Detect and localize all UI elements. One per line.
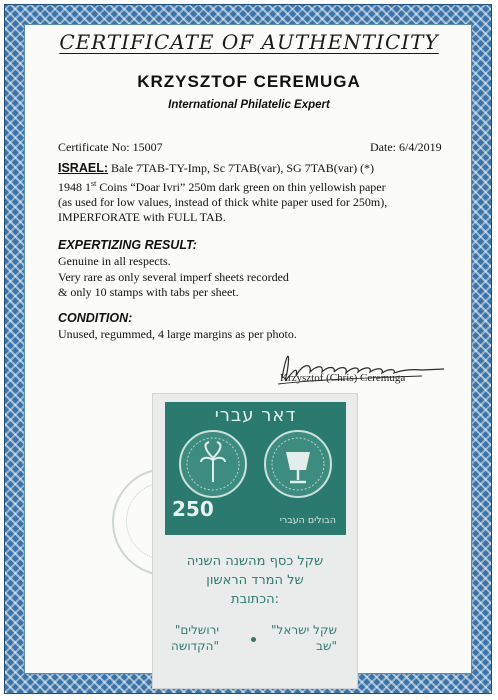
handwritten-signature [272,336,462,396]
stamp-value: 250 [172,497,214,521]
description-line-3: (as used for low values, instead of thick white paper used for 250m), [58,195,388,209]
condition-heading: CONDITION: [58,311,133,325]
condition-text: Unused, regummed, 4 large margins as per photo. [58,327,297,341]
certificate-number: Certificate No: 15007 [58,140,163,154]
stamp-design [165,402,346,535]
expertizing-result [58,254,448,301]
expert-name: KRZYSZTOF CEREMUGA [137,72,361,91]
signer-name: Krzysztof (Chris) Ceremuga [280,372,406,384]
stamp-image [153,394,357,688]
country-label: ISRAEL: [58,161,108,175]
stamp-description [58,161,448,225]
tab-dot [251,637,256,642]
result-line-1: Genuine in all respects. [58,254,171,268]
certificate-title: CERTIFICATE OF AUTHENTICITY [59,30,439,54]
result-line-3: & only 10 stamps with tabs per sheet. [58,285,239,299]
tab-line-3: הכתובת: [231,592,279,607]
coin-illustrations [165,424,346,504]
certificate-date: Date: 6/4/2019 [370,140,442,154]
expertizing-heading: EXPERTIZING RESULT: [58,238,197,252]
tab-inscription-right: "שקל ישראל שב" [271,623,337,653]
expert-title: International Philatelic Expert [168,99,330,111]
stamp-top-text: דאר עברי [214,405,297,426]
result-line-2: Very rare as only several imperf sheets recorded [58,269,289,284]
tab-line-2: של המרד הראשון [206,573,304,588]
stamp-bottom-text: הבולים העברי [279,515,336,526]
description-line-2: 1948 1st Coins “Doar Ivri” 250m dark green on thin yellowish paper [58,179,386,194]
tab-line-1: שקל כסף מהשנה השניה [186,554,324,569]
tab-inscription-left: "ירושלים הקדושה" [171,623,220,653]
description-line-1 [58,161,448,176]
description-line-4: IMPERFORATE with FULL TAB. [58,210,226,224]
catalog-refs: Bale 7TAB-TY-Imp, Sc 7TAB(var), SG 7TAB(var) (*) [108,161,375,175]
